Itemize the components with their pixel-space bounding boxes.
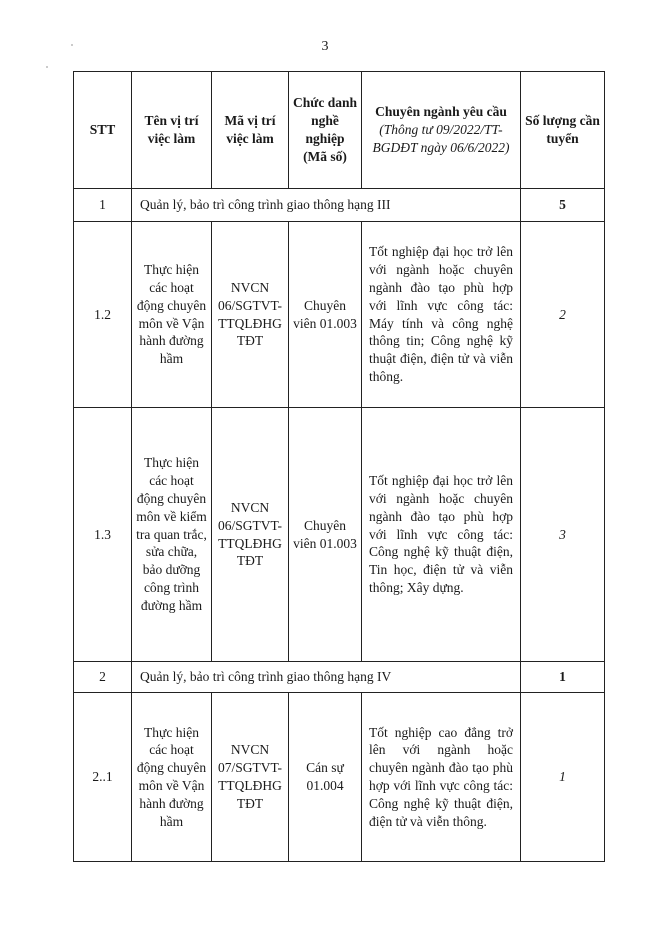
header-major-label: Chuyên ngành yêu cầu [375,104,507,120]
row-major: Tốt nghiệp cao đẳng trở lên với ngành hoặc chuyên ngành đào tạo phù hợp với lĩnh vực công tác: Công nghệ kỹ thuật điện, điện tử và viễn thông. [362,693,521,862]
row-stt: 1.2 [74,222,132,408]
table-row [74,408,605,662]
row-quantity: 3 [521,408,605,662]
scan-speck [46,66,48,68]
group-stt: 2 [74,662,132,693]
row-major: Tốt nghiệp đại học trở lên với ngành hoặc chuyên ngành đào tạo phù hợp với lĩnh vực công tác: Máy tính và công nghệ thông tin; Công nghệ kỹ thuật điện, điện tử và viễn thông. [362,222,521,408]
group-quantity: 1 [521,662,605,693]
row-code: NVCN 06/SGTVT-TTQLĐHG TĐT [212,408,289,662]
row-title: Chuyên viên 01.003 [289,222,362,408]
row-code: NVCN 06/SGTVT-TTQLĐHG TĐT [212,222,289,408]
header-stt: STT [74,72,132,189]
row-stt: 1.3 [74,408,132,662]
row-title: Chuyên viên 01.003 [289,408,362,662]
table-row [74,222,605,408]
row-position: Thực hiện các hoạt động chuyên môn về Vận hành đường hầm [132,222,212,408]
group-row [74,189,605,222]
group-name: Quản lý, bảo trì công trình giao thông hạng IV [132,662,521,693]
header-position-code: Mã vị trí việc làm [212,72,289,189]
header-major [362,72,521,189]
row-quantity: 2 [521,222,605,408]
group-quantity: 5 [521,189,605,222]
row-major: Tốt nghiệp đại học trở lên với ngành hoặc chuyên ngành đào tạo phù hợp với lĩnh vực công tác: Công nghệ kỹ thuật điện, Tin học, điện tử và viễn thông; Xây dựng. [362,408,521,662]
header-title-code-label: Chức danh nghề nghiệp [293,95,357,146]
row-title: Cán sự 01.004 [289,693,362,862]
row-code: NVCN 07/SGTVT-TTQLĐHG TĐT [212,693,289,862]
recruitment-table [73,71,605,862]
header-quantity: Số lượng cần tuyển [521,72,605,189]
page-number: 3 [321,39,329,54]
header-title-code-note: (Mã số) [303,148,347,164]
group-row [74,662,605,693]
row-quantity: 1 [521,693,605,862]
header-position-name: Tên vị trí việc làm [132,72,212,189]
row-stt: 2..1 [74,693,132,862]
table-header-row [74,72,605,189]
row-position: Thực hiện các hoạt động chuyên môn về Vận hành đường hầm [132,693,212,862]
group-stt: 1 [74,189,132,222]
header-major-note: (Thông tư 09/2022/TT-BGDĐT ngày 06/6/2022) [372,122,510,155]
table-row [74,693,605,862]
row-position: Thực hiện các hoạt động chuyên môn về kiểm tra quan trắc, sửa chữa, bảo dưỡng công trình đường hầm [132,408,212,662]
group-name: Quản lý, bảo trì công trình giao thông hạng III [132,189,521,222]
header-title-code [289,72,362,189]
